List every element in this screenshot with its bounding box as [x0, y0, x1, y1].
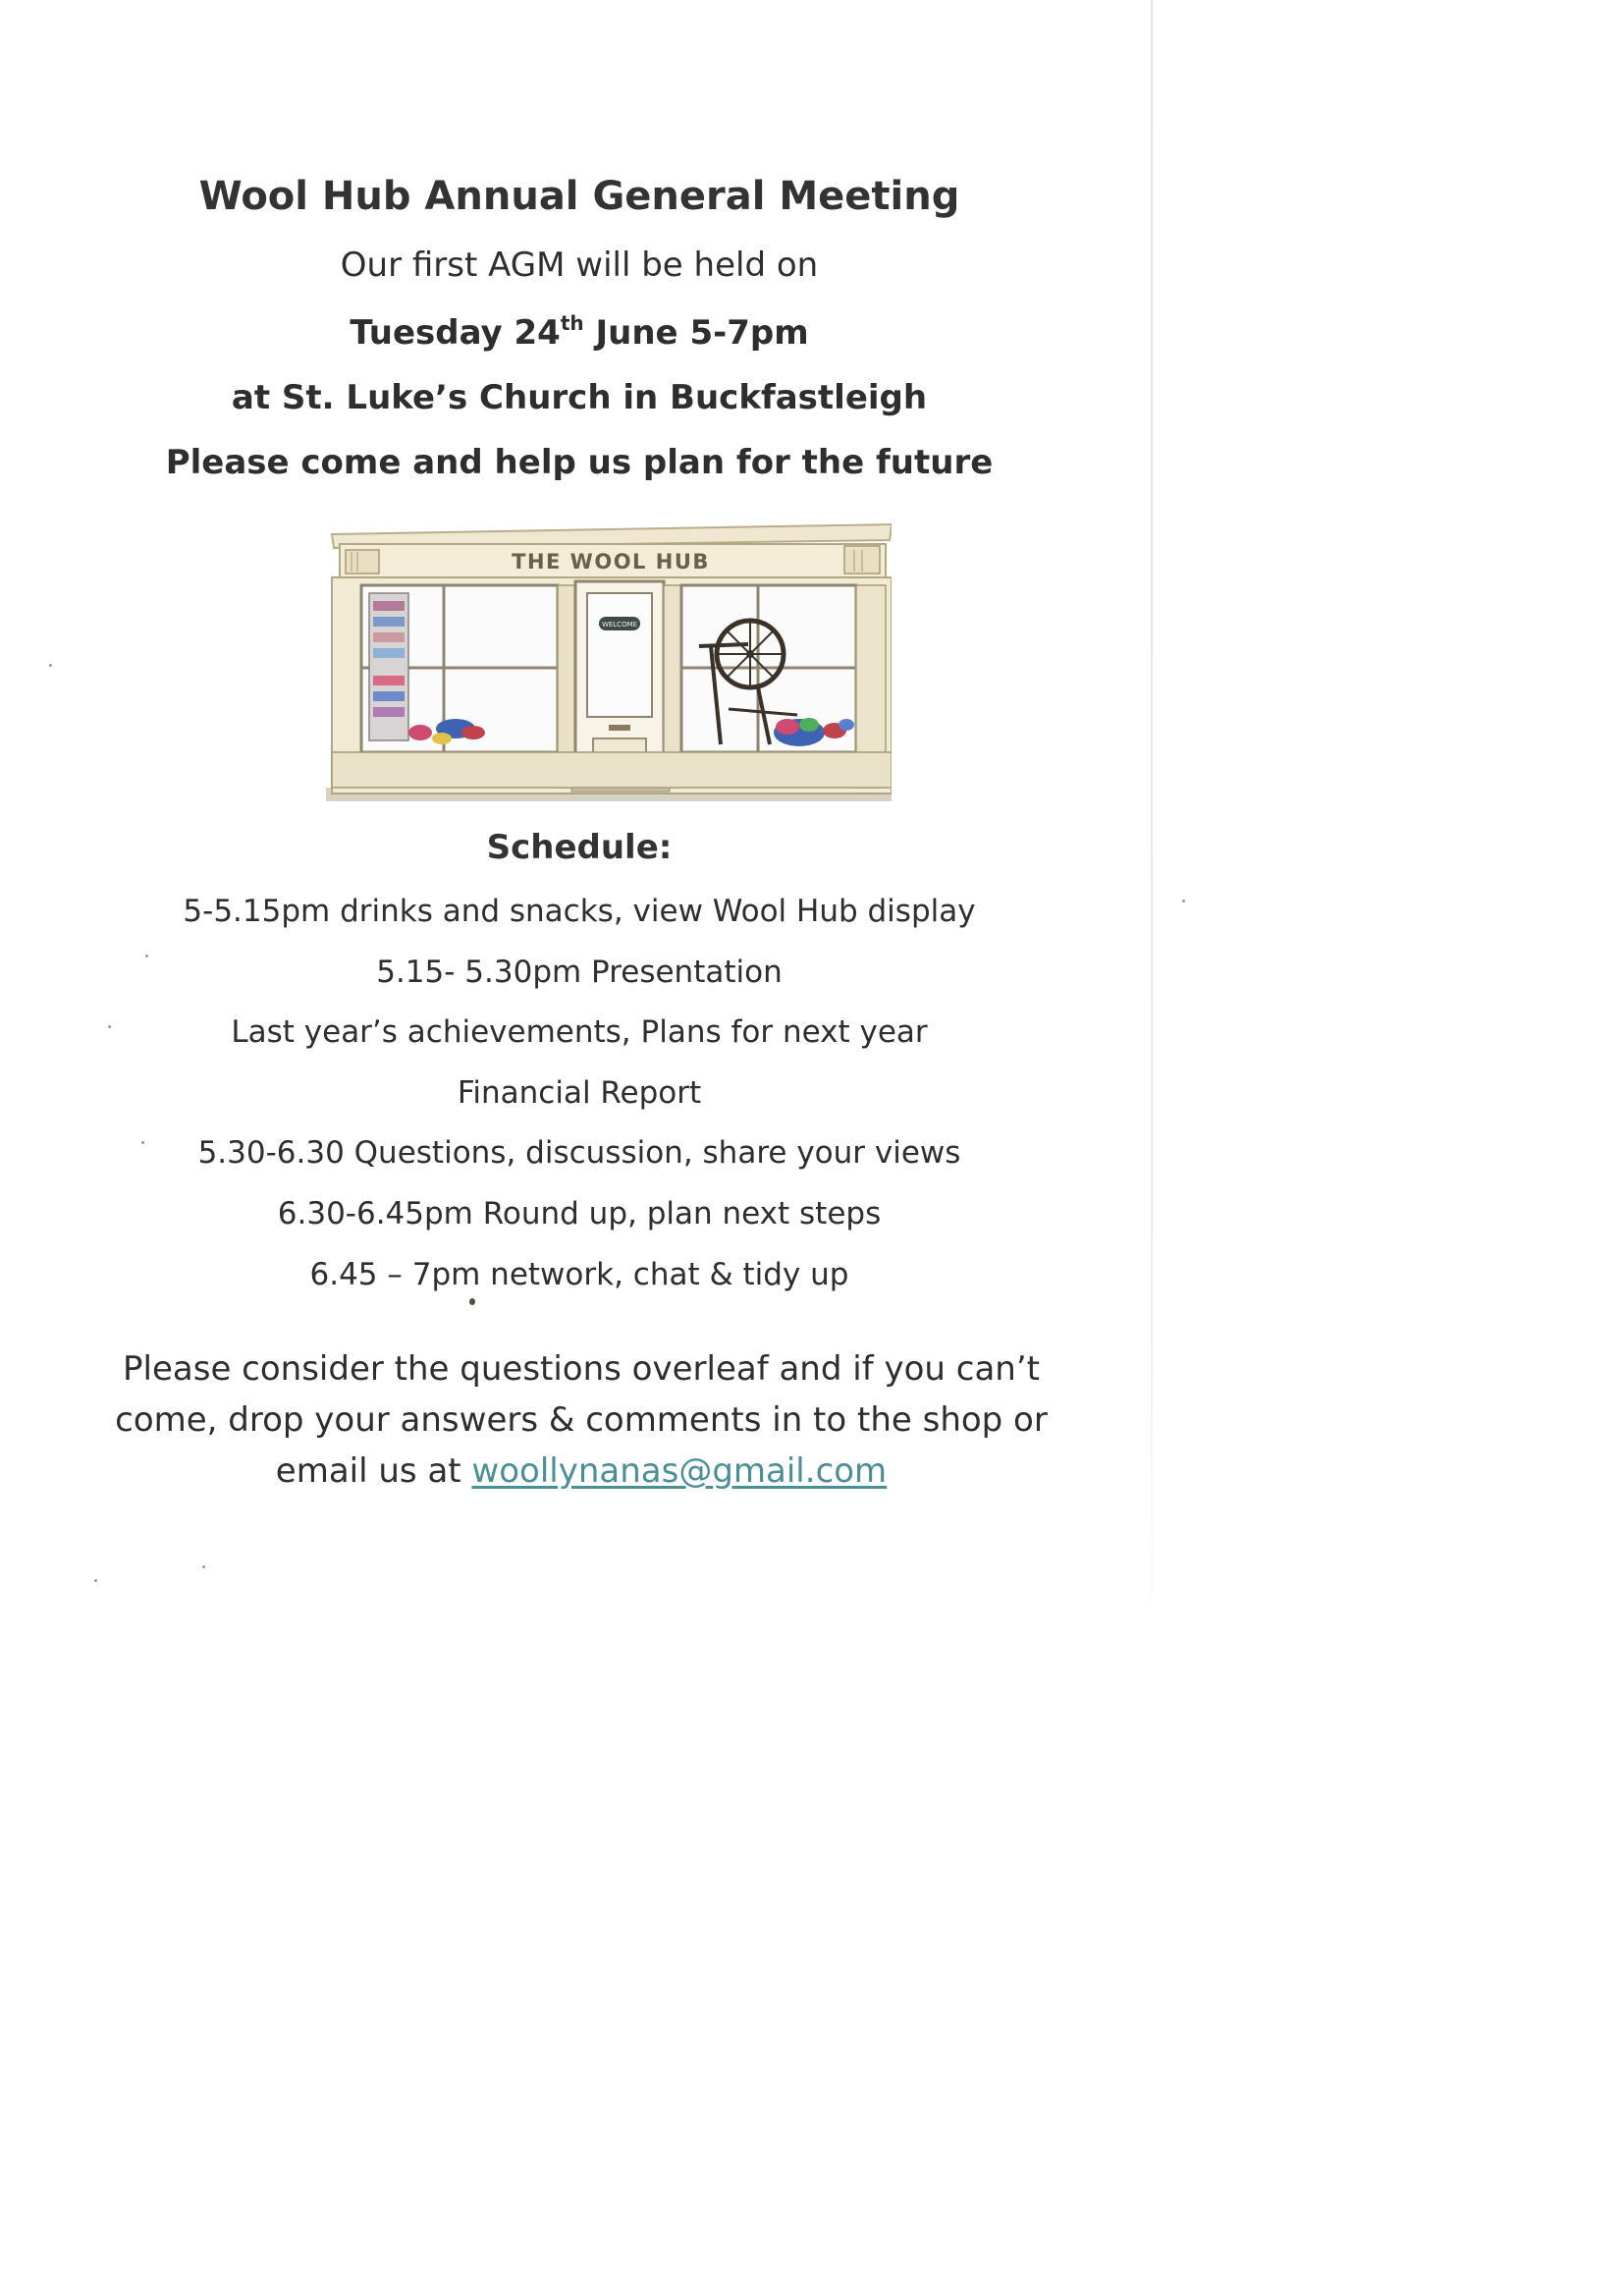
- schedule-heading: Schedule:: [486, 828, 673, 867]
- scan-speck: [94, 1579, 97, 1582]
- schedule-item: Last year’s achievements, Plans for next year: [231, 1014, 928, 1051]
- scan-speck: [202, 1565, 205, 1568]
- schedule-item: 5.30-6.30 Questions, discussion, share your views: [197, 1135, 961, 1172]
- schedule-item: Financial Report: [457, 1074, 702, 1111]
- door-sign-text: WELCOME: [601, 621, 638, 629]
- meeting-date: [98, 308, 1060, 357]
- schedule-item: 6.45 – 7pm network, chat & tidy up: [309, 1256, 849, 1292]
- schedule-item: 5-5.15pm drinks and snacks, view Wool Hub display: [183, 894, 976, 929]
- ordinal-suffix: th: [560, 311, 584, 335]
- schedule-list: [98, 882, 1060, 1305]
- closing-line-2: come, drop your answers & comments in to the shop or: [115, 1400, 1048, 1440]
- meeting-venue: at St. Luke’s Church in Buckfastleigh: [231, 378, 928, 417]
- closing-line-3: [59, 1446, 1104, 1497]
- intro-text: Our first AGM will be held on: [340, 246, 819, 285]
- closing-line-1: Please consider the questions overleaf and if you can’t: [123, 1349, 1040, 1389]
- page-title: Wool Hub Annual General Meeting: [198, 174, 960, 219]
- closing-email-prefix: email us at: [275, 1451, 472, 1491]
- fold-line: [1151, 0, 1153, 1640]
- shop-sign-text: THE WOOL HUB: [512, 550, 710, 574]
- scan-speck: [49, 664, 52, 667]
- meeting-day: Tuesday 24: [350, 313, 561, 353]
- closing-paragraph: [59, 1343, 1104, 1497]
- schedule-item: 6.30-6.45pm Round up, plan next steps: [277, 1195, 882, 1231]
- invite-text: Please come and help us plan for the future: [165, 443, 994, 482]
- meeting-time: June 5-7pm: [583, 313, 809, 353]
- wool-hub-shopfront-illustration: [326, 522, 892, 801]
- schedule-item: 5.15- 5.30pm Presentation: [376, 954, 783, 990]
- scan-speck: [1182, 900, 1185, 902]
- email-link[interactable]: woollynanas@gmail.com: [471, 1451, 888, 1491]
